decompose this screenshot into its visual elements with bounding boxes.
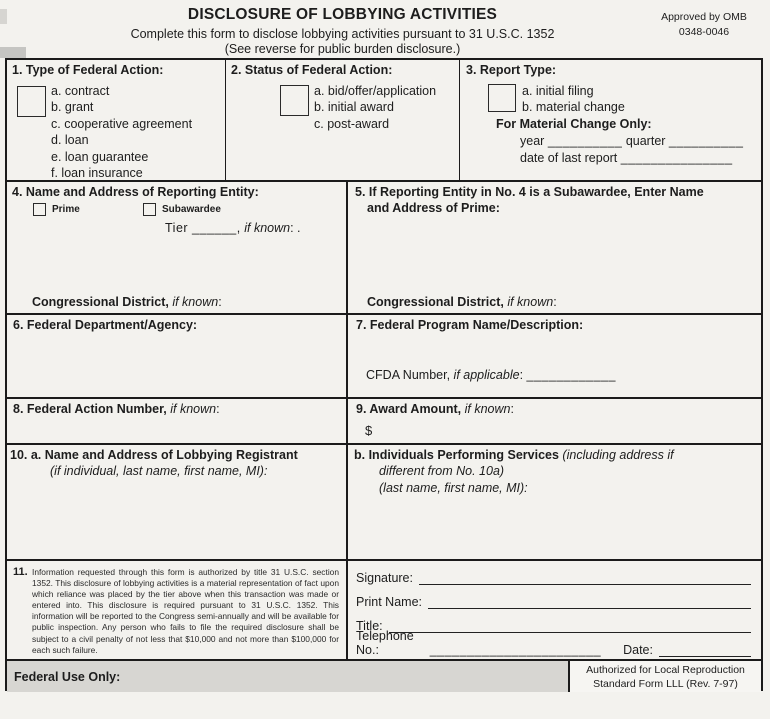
section-10a-lobbying-registrant <box>7 445 346 559</box>
subawardee-checkbox[interactable] <box>143 203 156 216</box>
status-of-federal-action-checkbox[interactable] <box>280 85 309 116</box>
quarter-blank[interactable]: __________ <box>668 134 744 148</box>
row-action-number-award <box>7 397 761 443</box>
signature-row <box>356 567 751 585</box>
omb-approved-label: Approved by OMB <box>661 11 747 23</box>
section-9-title-bold: 9. Award Amount, <box>356 402 462 416</box>
date-of-last-report-line <box>520 151 733 165</box>
year-label: year <box>520 134 545 148</box>
section-4-reporting-entity <box>7 182 346 313</box>
section-10a-subtitle: (if individual, last name, first name, MI): <box>50 464 268 478</box>
section-9-title <box>356 402 514 416</box>
option-grant: b. grant <box>51 100 94 115</box>
colon: : <box>519 368 524 382</box>
colon: : <box>510 402 514 416</box>
colon: : <box>216 402 220 416</box>
section-4-title: 4. Name and Address of Reporting Entity: <box>12 185 259 199</box>
if-known-label: if known <box>464 402 511 416</box>
option-initial-filing: a. initial filing <box>522 84 594 98</box>
cfda-number-blank[interactable]: ____________ <box>526 368 616 382</box>
row-lobbying-registrant <box>7 443 761 559</box>
section-8-federal-action-number <box>7 399 346 443</box>
colon: : <box>218 295 222 309</box>
section-1-type-of-federal-action <box>7 60 225 180</box>
signature-label: Signature: <box>356 571 413 585</box>
year-blank[interactable]: __________ <box>547 134 623 148</box>
section-10a-title: 10. a. Name and Address of Lobbying Registrant <box>10 448 298 462</box>
section-10b-title-bold: b. Individuals Performing Services <box>354 448 559 462</box>
subawardee-label: Subawardee <box>162 204 221 215</box>
congressional-district-4 <box>32 295 346 309</box>
section-5-prime-name-address <box>346 182 761 313</box>
section-10b-individuals-performing-services <box>346 445 761 559</box>
signature-block <box>346 561 761 659</box>
section-5-title-line1: 5. If Reporting Entity in No. 4 is a Subawardee, Enter Name <box>355 185 704 199</box>
section-5-title-line2: and Address of Prime: <box>367 201 500 215</box>
date-of-last-report-blank[interactable]: _______________ <box>620 151 733 165</box>
tier-if-known: if known <box>244 221 291 235</box>
date-of-last-report-label: date of last report <box>520 151 618 165</box>
signature-line[interactable] <box>419 567 751 585</box>
if-known-label: if known <box>170 402 217 416</box>
standard-form-number: Standard Form LLL (Rev. 7-97) <box>593 678 738 690</box>
section-2-options <box>314 83 436 132</box>
page-title: DISCLOSURE OF LOBBYING ACTIVITIES <box>187 6 498 23</box>
federal-use-only-label: Federal Use Only: <box>14 669 121 684</box>
section-1-options <box>51 83 192 181</box>
cfda-number-label: CFDA Number, <box>366 368 451 382</box>
section-3-report-type <box>459 60 761 180</box>
option-bid-offer-application: a. bid/offer/application <box>314 84 437 98</box>
section-1-title: 1. Type of Federal Action: <box>12 63 164 77</box>
report-type-checkbox[interactable] <box>488 84 516 112</box>
federal-use-only-bar <box>7 661 568 692</box>
section-10b-line2: different from No. 10a) <box>379 464 505 478</box>
cfda-number-line <box>366 368 616 382</box>
option-loan-insurance: f. loan insurance <box>51 166 143 181</box>
if-applicable-label: if applicable <box>453 368 520 382</box>
row-footer <box>7 659 761 692</box>
option-contract: a. contract <box>51 84 110 98</box>
section-3-title: 3. Report Type: <box>466 63 557 77</box>
section-11-legal-text: Information requested through this form is authorized by title 31 U.S.C. section 1352. This disclosure of lobbying activities is a material representation of fact upon which reliance was placed by the tier above when this transaction was made or entered into. This disclosure is required pursuant to 31 U.S.C. 1352. This information will be reported to the Congress semi-annually and will be available for public inspection. Any person who fails to file the required disclosure shall be subject to a civil penalty of not less that $10,000 and not more than $100,000 for each such failure. <box>32 567 339 655</box>
section-8-title <box>13 402 220 416</box>
authorized-line1: Authorized for Local Reproduction <box>586 664 745 676</box>
section-7-federal-program <box>346 315 761 397</box>
colon: : <box>553 295 557 309</box>
section-10b-title-italic: (including address if <box>562 448 674 462</box>
form-subtitle-2: (See reverse for public burden disclosure.) <box>224 42 461 56</box>
omb-approval <box>648 10 760 40</box>
date-line[interactable] <box>659 639 751 657</box>
prime-checkbox[interactable] <box>33 203 46 216</box>
section-8-title-bold: 8. Federal Action Number, <box>13 402 167 416</box>
print-name-row <box>356 591 751 609</box>
section-2-title: 2. Status of Federal Action: <box>231 63 393 77</box>
section-2-status-of-federal-action <box>225 60 459 180</box>
authorized-reproduction-box <box>568 661 761 692</box>
if-known-label: if known <box>507 295 554 309</box>
option-post-award: c. post-award <box>314 116 390 131</box>
section-10b-line3: (last name, first name, MI): <box>379 481 528 495</box>
year-quarter-line <box>520 134 743 148</box>
tier-line <box>165 221 301 235</box>
congressional-district-label: Congressional District, <box>367 295 504 309</box>
title-label: Title: <box>356 619 383 633</box>
tier-suffix: : . <box>290 221 301 235</box>
row-department-program <box>7 313 761 397</box>
print-name-label: Print Name: <box>356 595 422 609</box>
print-name-line[interactable] <box>428 591 751 609</box>
dollar-sign: $ <box>365 423 373 438</box>
form-subtitle: Complete this form to disclose lobbying activities pursuant to 31 U.S.C. 1352 <box>130 27 555 41</box>
option-loan: d. loan <box>51 133 89 148</box>
tier-blank[interactable]: Tier ______, <box>165 221 241 235</box>
form-header <box>0 6 685 56</box>
section-10b-title <box>354 448 674 462</box>
section-3-options <box>522 83 625 116</box>
title-line[interactable] <box>389 615 751 633</box>
telephone-date-row <box>356 629 751 657</box>
form-table <box>5 58 763 691</box>
section-11-number: 11. <box>13 566 28 578</box>
quarter-label: quarter <box>625 134 666 148</box>
row-certification-signature <box>7 559 761 659</box>
if-known-label: if known <box>172 295 219 309</box>
option-loan-guarantee: e. loan guarantee <box>51 149 149 164</box>
option-cooperative-agreement: c. cooperative agreement <box>51 116 193 131</box>
date-label: Date: <box>623 643 653 657</box>
option-initial-award: b. initial award <box>314 100 394 115</box>
material-change-only-label: For Material Change Only: <box>496 117 652 131</box>
congressional-district-5 <box>367 295 761 309</box>
telephone-blank[interactable]: _______________________ <box>429 643 602 657</box>
section-6-title: 6. Federal Department/Agency: <box>13 318 198 332</box>
congressional-district-label: Congressional District, <box>32 295 169 309</box>
option-material-change: b. material change <box>522 100 625 115</box>
section-9-award-amount <box>346 399 761 443</box>
telephone-label: Telephone No.: <box>356 629 414 657</box>
row-federal-action <box>7 60 761 180</box>
type-of-federal-action-checkbox[interactable] <box>17 86 46 117</box>
prime-label: Prime <box>52 204 80 215</box>
omb-number: 0348-0046 <box>678 26 730 38</box>
row-reporting-entity <box>7 180 761 313</box>
section-6-federal-department <box>7 315 346 397</box>
section-11-certification <box>7 561 346 659</box>
section-7-title: 7. Federal Program Name/Description: <box>356 318 584 332</box>
